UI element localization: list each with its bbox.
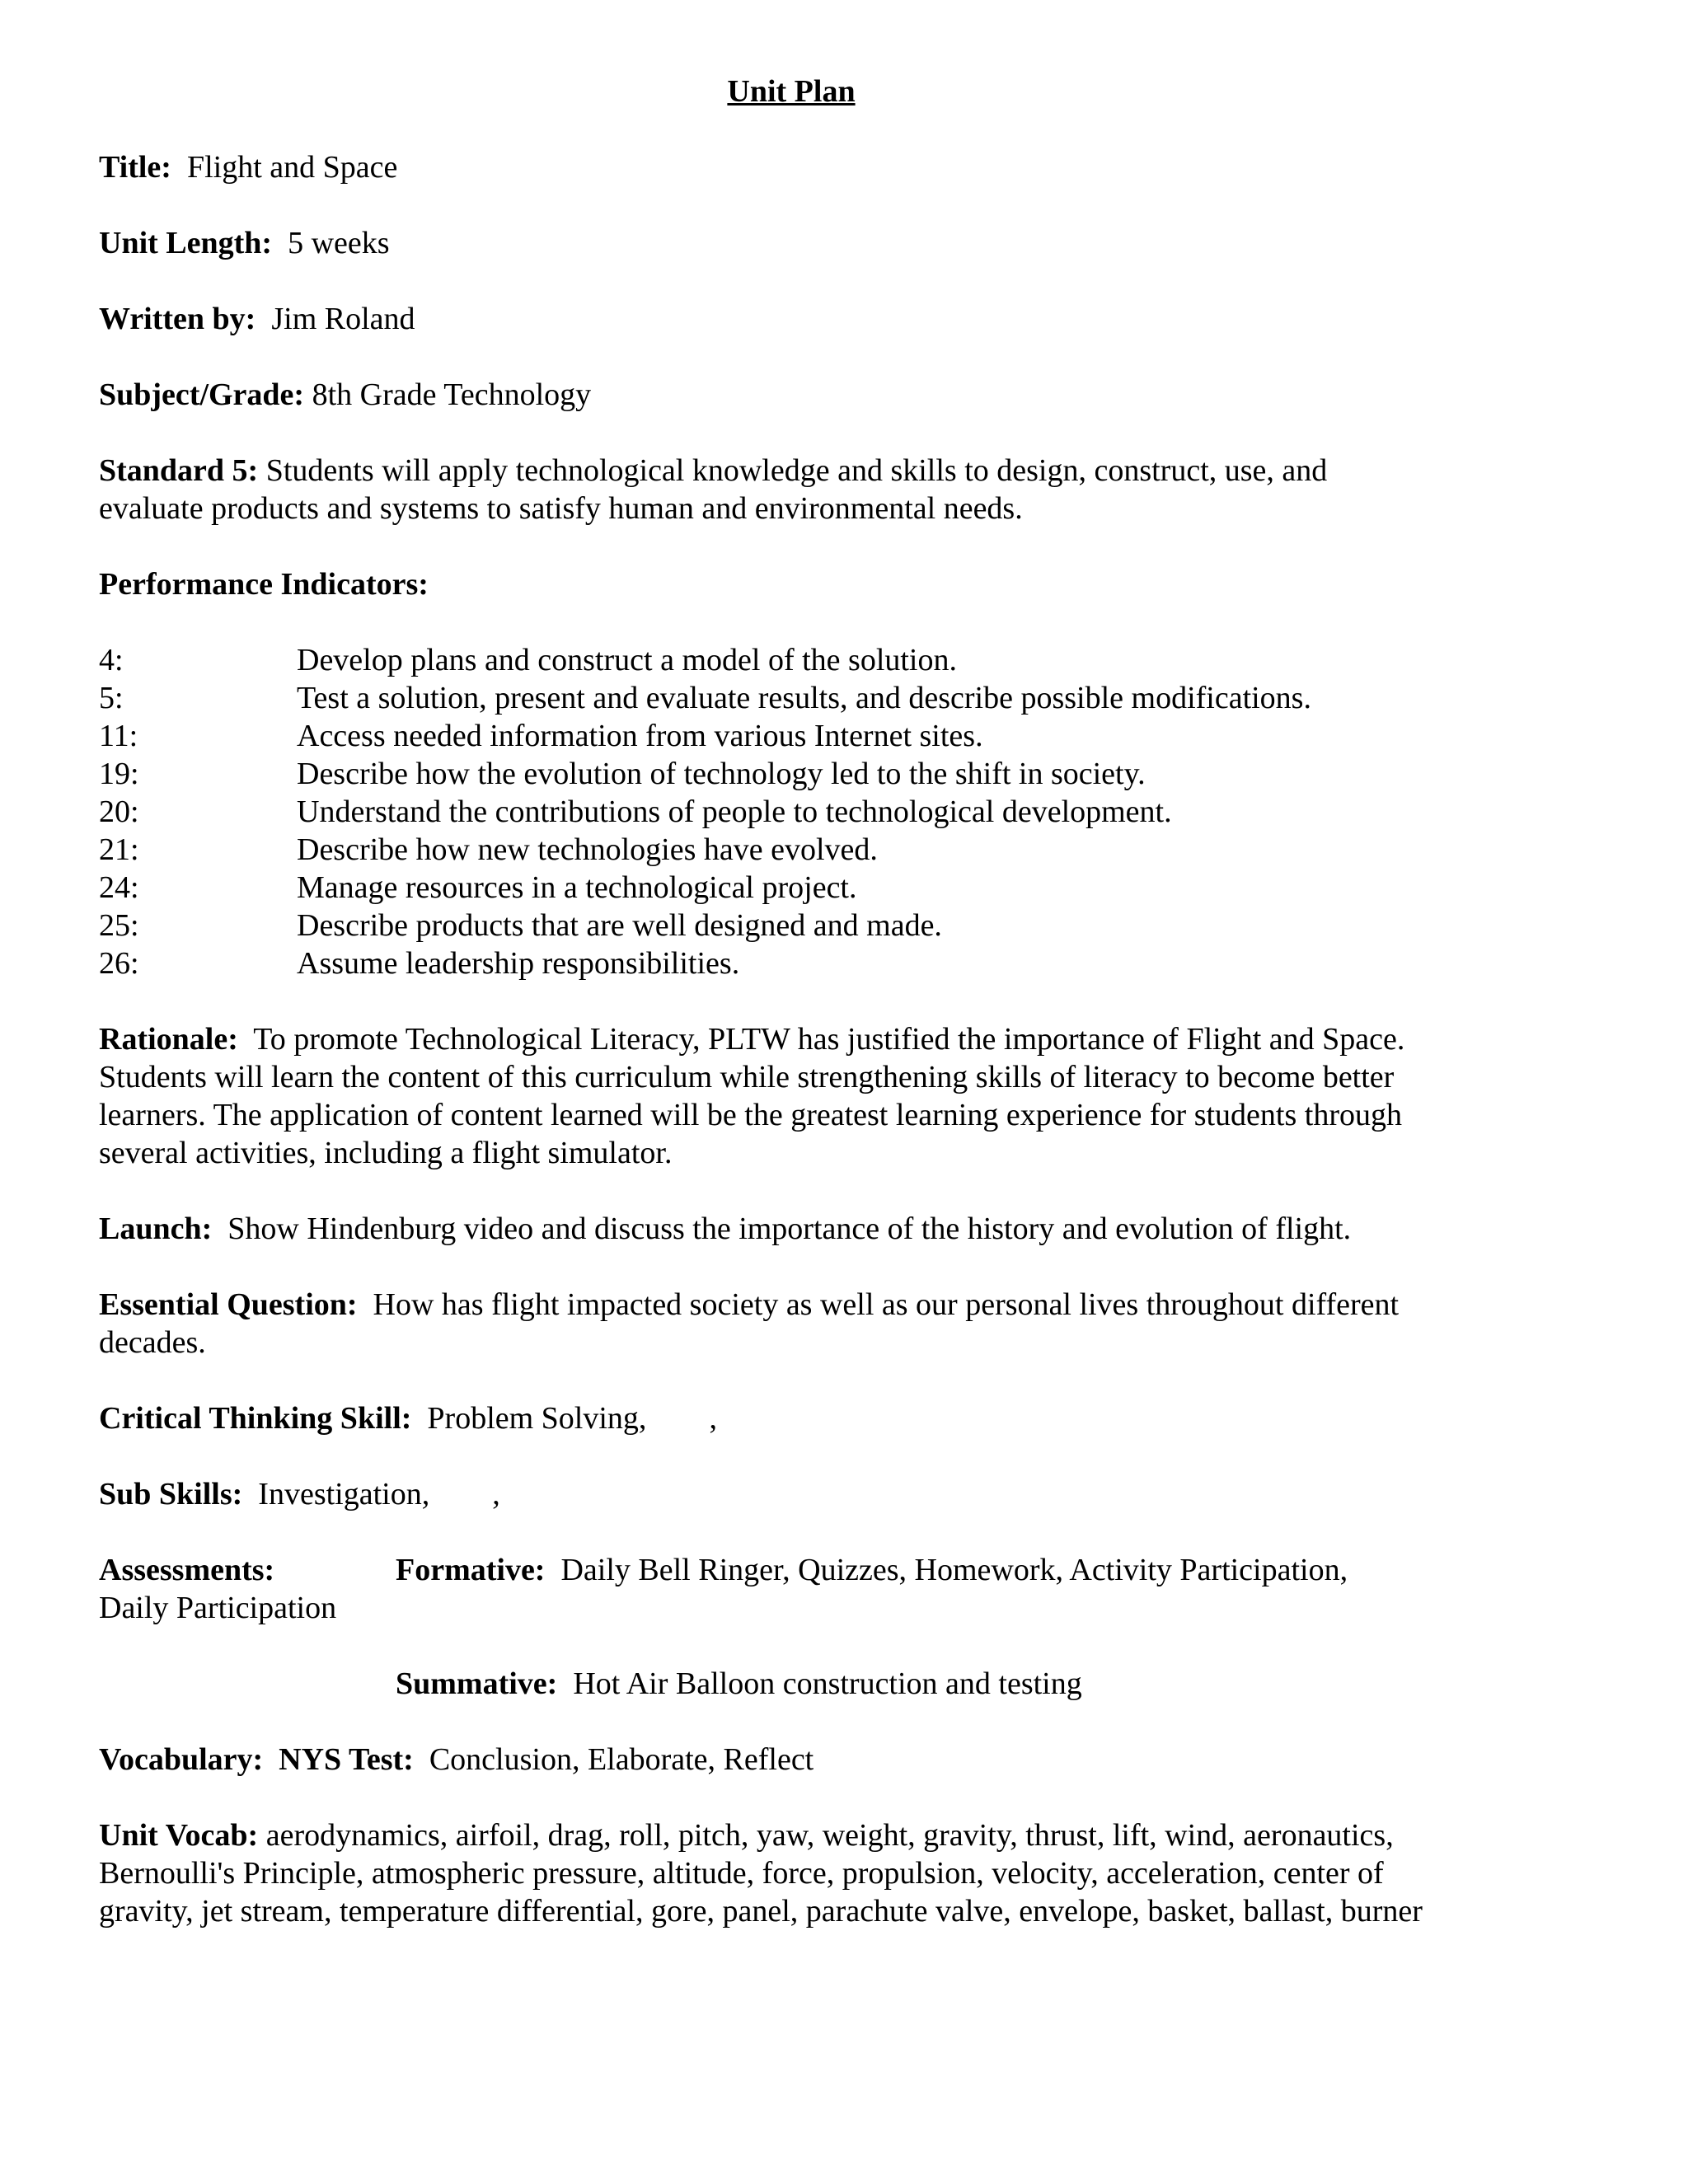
title-label: Title: <box>99 150 171 185</box>
indicator-number: 25: <box>99 908 139 943</box>
formative-text: Daily Bell Ringer, Quizzes, Homework, Activity Participation, <box>560 1553 1348 1587</box>
page-title: Unit Plan <box>727 74 856 109</box>
indicator-text: Develop plans and construct a model of the solution. <box>297 643 957 677</box>
list-item <box>99 679 1434 717</box>
list-item <box>99 944 1434 982</box>
formative-label: Formative: <box>396 1553 546 1587</box>
indicator-number: 20: <box>99 794 139 829</box>
list-item <box>99 793 1434 831</box>
unit-length-value: 5 weeks <box>288 226 390 260</box>
assessments-label: Assessments: <box>99 1553 275 1587</box>
written-by-line <box>99 300 1434 338</box>
indicator-text: Manage resources in a technological project. <box>297 870 857 905</box>
rationale-text: To promote Technological Literacy, PLTW has justified the importance of Flight and Space. Students will learn the content of this curriculum while strengthening skills of literacy to become better learners. The application of content learned will be the greatest learning experience for students through several activities, including a flight simulator. <box>99 1022 1405 1170</box>
indicator-number: 19: <box>99 757 139 791</box>
indicator-text: Describe how the evolution of technology led to the shift in society. <box>297 757 1146 791</box>
indicator-number: 21: <box>99 832 139 867</box>
indicator-text: Access needed information from various Internet sites. <box>297 719 983 753</box>
essential-question-label: Essential Question: <box>99 1287 358 1322</box>
rationale-label: Rationale: <box>99 1022 238 1057</box>
formative-line <box>396 1551 1348 1589</box>
unit-vocab-text: aerodynamics, airfoil, drag, roll, pitch, yaw, weight, gravity, thrust, lift, wind, aeronautics, Bernoulli's Principle, atmospheric pressure, altitude, force, propulsion, velocity, acceleration, center of gravity, jet stream, temperature differential, gore, panel, parachute valve, envelope, basket, ballast, burner <box>99 1818 1423 1929</box>
essential-question-text: How has flight impacted society as well as our personal lives throughout different decades. <box>99 1287 1400 1360</box>
essential-question-paragraph <box>99 1286 1434 1361</box>
list-item <box>99 641 1434 679</box>
nys-test-label: NYS Test: <box>279 1742 414 1777</box>
critical-thinking-line <box>99 1399 1434 1437</box>
sub-skills-value: Investigation, <box>258 1477 430 1511</box>
unit-vocab-label: Unit Vocab: <box>99 1818 259 1853</box>
document-page <box>99 73 1434 1968</box>
standard-label: Standard 5: <box>99 453 259 488</box>
summative-text: Hot Air Balloon construction and testing <box>573 1666 1082 1701</box>
indicator-number: 26: <box>99 946 139 981</box>
vocabulary-line <box>99 1741 1434 1779</box>
unit-length-line <box>99 224 1434 262</box>
critical-thinking-value: Problem Solving, <box>427 1401 647 1436</box>
title-value: Flight and Space <box>186 150 398 185</box>
nys-test-text: Conclusion, Elaborate, Reflect <box>429 1742 814 1777</box>
standard-text: Students will apply technological knowledge and skills to design, construct, use, and evaluate products and systems to satisfy human and environmental needs. <box>99 453 1328 526</box>
indicator-number: 5: <box>99 681 124 715</box>
performance-indicators-label: Performance Indicators: <box>99 567 429 602</box>
indicator-text: Describe how new technologies have evolved. <box>297 832 878 867</box>
rationale-paragraph <box>99 1020 1434 1172</box>
summative-line <box>99 1665 1434 1703</box>
formative-row <box>99 1551 1434 1589</box>
critical-thinking-trailing: , <box>709 1401 717 1436</box>
list-item <box>99 907 1434 944</box>
sub-skills-line <box>99 1475 1434 1513</box>
critical-thinking-label: Critical Thinking Skill: <box>99 1401 412 1436</box>
formative-continued: Daily Participation <box>99 1591 337 1625</box>
list-item <box>99 869 1434 907</box>
list-item <box>99 717 1434 755</box>
performance-indicators-heading <box>99 565 1434 603</box>
indicator-text: Understand the contributions of people to technological development. <box>297 794 1172 829</box>
launch-label: Launch: <box>99 1212 213 1246</box>
vocabulary-label: Vocabulary: <box>99 1742 264 1777</box>
indicator-number: 4: <box>99 643 124 677</box>
sub-skills-label: Sub Skills: <box>99 1477 243 1511</box>
indicator-number: 11: <box>99 719 138 753</box>
sub-skills-trailing: , <box>492 1477 500 1511</box>
summative-label: Summative: <box>396 1666 558 1701</box>
list-item <box>99 755 1434 793</box>
performance-indicators-list <box>99 641 1434 982</box>
launch-text: Show Hindenburg video and discuss the importance of the history and evolution of flight. <box>227 1212 1352 1246</box>
subject-grade-line <box>99 376 1434 414</box>
written-by-value: Jim Roland <box>271 302 415 336</box>
standard-paragraph <box>99 452 1434 527</box>
subject-grade-label: Subject/Grade: <box>99 377 305 412</box>
assessments-block <box>99 1551 1434 1627</box>
indicator-number: 24: <box>99 870 139 905</box>
title-line <box>99 148 1434 186</box>
indicator-text: Test a solution, present and evaluate results, and describe possible modifications. <box>297 681 1311 715</box>
written-by-label: Written by: <box>99 302 256 336</box>
launch-paragraph <box>99 1210 1434 1248</box>
unit-length-label: Unit Length: <box>99 226 273 260</box>
subject-grade-value: 8th Grade Technology <box>312 377 592 412</box>
list-item <box>99 831 1434 869</box>
indicator-text: Describe products that are well designed and made. <box>297 908 942 943</box>
unit-vocab-paragraph <box>99 1816 1434 1930</box>
indicator-text: Assume leadership responsibilities. <box>297 946 740 981</box>
